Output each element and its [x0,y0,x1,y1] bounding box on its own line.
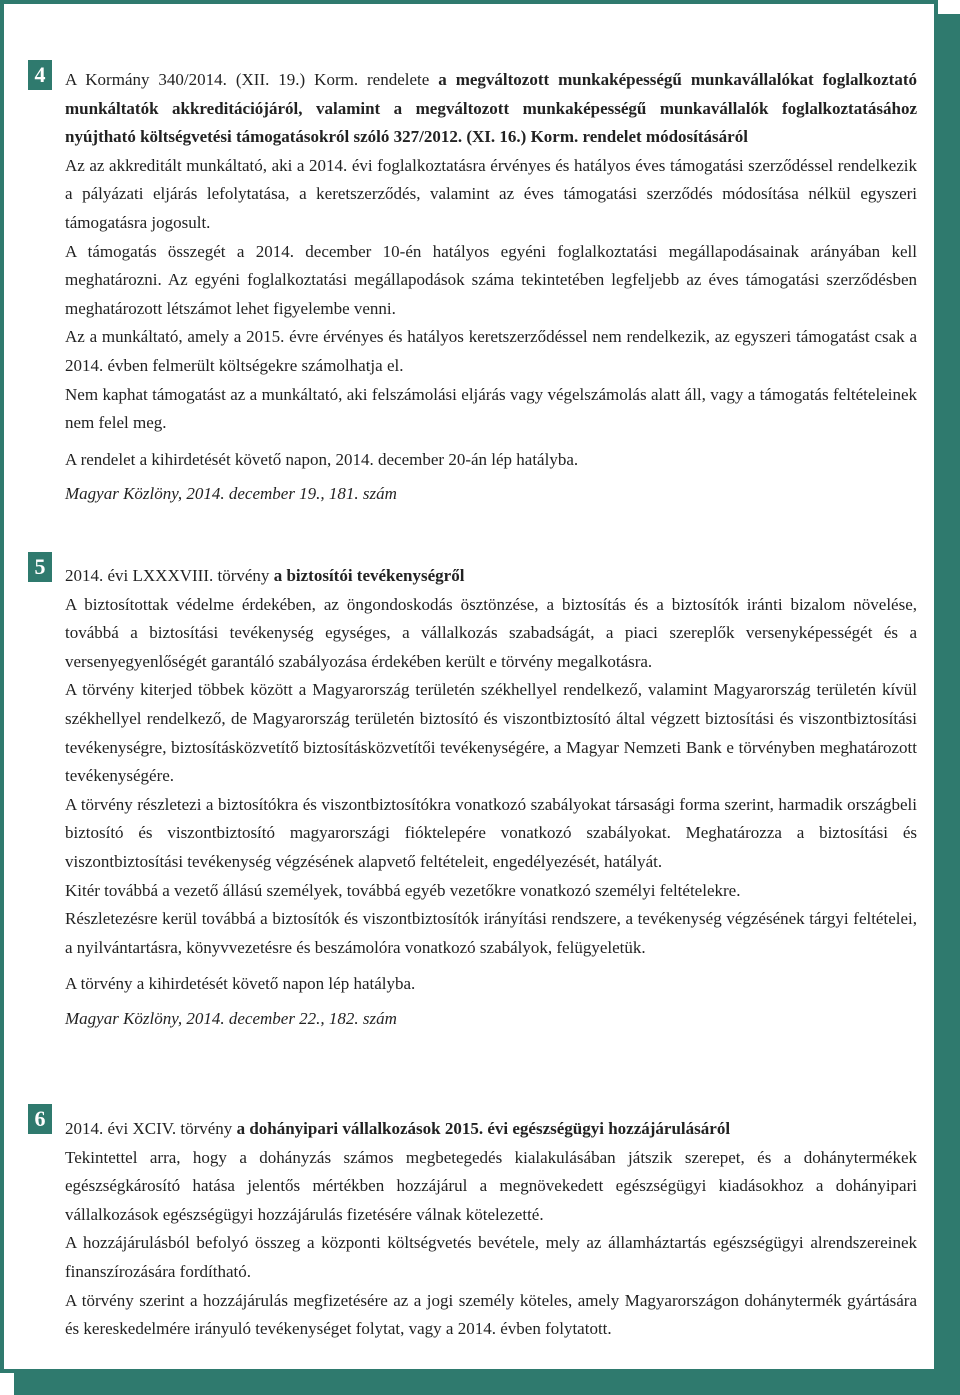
section-6-title [65,1115,917,1144]
section-4-source: Magyar Közlöny, 2014. december 19., 181. szám [65,484,397,504]
section-number-6: 6 [28,1104,52,1134]
section-5-source: Magyar Közlöny, 2014. december 22., 182. szám [65,1008,397,1028]
section-5 [65,562,917,1033]
section-4-title-plain: A Kormány 340/2014. (XII. 19.) Korm. rendelete [65,70,439,89]
section-4-paragraph: Az a munkáltató, amely a 2015. évre érvényes és hatályos keretszerződéssel nem rendelkezik, az egyszeri támogatást csak a 2014. évben felmerült költségekre számolhatja el. [65,327,917,375]
section-4-effective: A rendelet a kihirdetését követő napon, 2014. december 20-án lép hatályba. [65,449,579,469]
section-4-paragraph: Nem kaphat támogatást az a munkáltató, aki felszámolási eljárás vagy végelszámolás alatt áll, vagy a támogatás feltételeinek nem felel meg. [65,384,917,433]
section-5-paragraph: Részletezésre kerül továbbá a biztosítók és viszontbiztosítók irányítási rendszere, a tevékenység végzésének tárgyi feltételei, a nyilvántartásra, könyvvezetésre és beszámolóra vonatkozó szabályok, felügyeletük. [65,909,917,957]
section-5-effective: A törvény a kihirdetését követő napon lép hatályba. [65,974,416,994]
section-5-title-bold: a biztosítói tevékenységről [273,566,465,585]
section-5-paragraph: A biztosítottak védelme érdekében, az öngondoskodás ösztönzése, a biztosítás és a biztosítók iránti bizalom növelése, továbbá a biztosítási tevékenység egységes, a vállalkozás szabadságát, a piaci szereplők versenyképességét és a versenyegyenlőségét garantáló szabályozása érdekében került e törvény megalkotásra. [65,594,917,671]
section-5-title [65,562,917,591]
section-4 [65,66,917,508]
section-number-5: 5 [28,552,52,582]
section-6-paragraph: Tekintettel arra, hogy a dohányzás számos megbetegedés kialakulásában játszik szerepet, és a dohánytermékek egészségkárosító hatása jelentős mértékben hozzájárul a megnövekedett egészségügyi kiadásokhoz a dohányipari vállalkozások egészségügyi hozzájárulás fizetésére válnak kötelezetté. [65,1147,917,1224]
section-6-paragraph: A törvény szerint a hozzájárulás megfizetésére az a jogi személy köteles, amely Magyarországon dohánytermék gyártására és kereskedelmére irányuló tevékenységet folytat, vagy a 2014. évben folytatott. [65,1290,917,1339]
section-4-paragraph: Az az akkreditált munkáltató, aki a 2014. évi foglalkoztatásra érvényes és hatályos éves támogatási szerződéssel rendelkezik a pályázati eljárás lefolytatása, a keretszerződés, valamint az éves támogatási szerződés módosítása nélkül egyszeri támogatásra jogosult. [65,155,917,232]
section-6-paragraph: A hozzájárulásból befolyó összeg a központi költségvetés bevétele, mely az államháztartás egészségügyi alrendszereinek finanszírozására fordítható. [65,1233,917,1281]
section-5-title-plain: 2014. évi LXXXVIII. törvény [65,566,274,585]
section-5-paragraph: A törvény kiterjed többek között a Magyarország területén székhellyel rendelkező, valamint Magyarország területén kívül székhellyel rendelkező, de Magyarország területén biztosító és viszontbiztosító által végzett biztosítási és viszontbiztosítási tevékenységre, biztosításközvetítő biztosításközvetítői tevékenységére, a Magyar Nemzeti Bank e törvényben meghatározott tevékenységére. [65,680,917,786]
section-6-title-bold: a dohányipari vállalkozások 2015. évi egészségügyi hozzájárulásáról [236,1119,731,1138]
section-4-paragraph: A támogatás összegét a 2014. december 10-én hatályos egyéni foglalkoztatási megállapodásainak arányában kell meghatározni. Az egyéni foglalkoztatási megállapodások száma tekintetében legfeljebb az éves támogatási szerződésben meghatározott létszámot lehet figyelembe venni. [65,241,917,318]
section-4-title [65,66,917,152]
section-6 [65,1115,917,1344]
section-5-paragraph: A törvény részletezi a biztosítókra és viszontbiztosítókra vonatkozó szabályokat társasági forma szerint, harmadik országbeli biztosító és viszontbiztosító magyarországi fióktelepére vonatkozó szabályokat. Meghatározza a biztosítási és viszontbiztosítási tevékenység végzésének alapvető feltételeit, engedélyezését, hatályát. [65,794,917,871]
section-number-4: 4 [28,60,52,90]
section-5-paragraph: Kitér továbbá a vezető állású személyek, továbbá egyéb vezetőkre vonatkozó személyi feltételekre. [65,880,741,900]
section-4-title-bold: a megváltozott munkaképességű munkavállalókat foglalkoztató munkáltatók akkreditációjáról, valamint a megváltozott munkaképességű munkavállalók foglalkoztatásához nyújtható költségvetési támogatásokról szóló 327/2012. (XI. 16.) Korm. rendelet módosításáról [65,70,917,147]
section-6-title-plain: 2014. évi XCIV. törvény [65,1119,237,1138]
